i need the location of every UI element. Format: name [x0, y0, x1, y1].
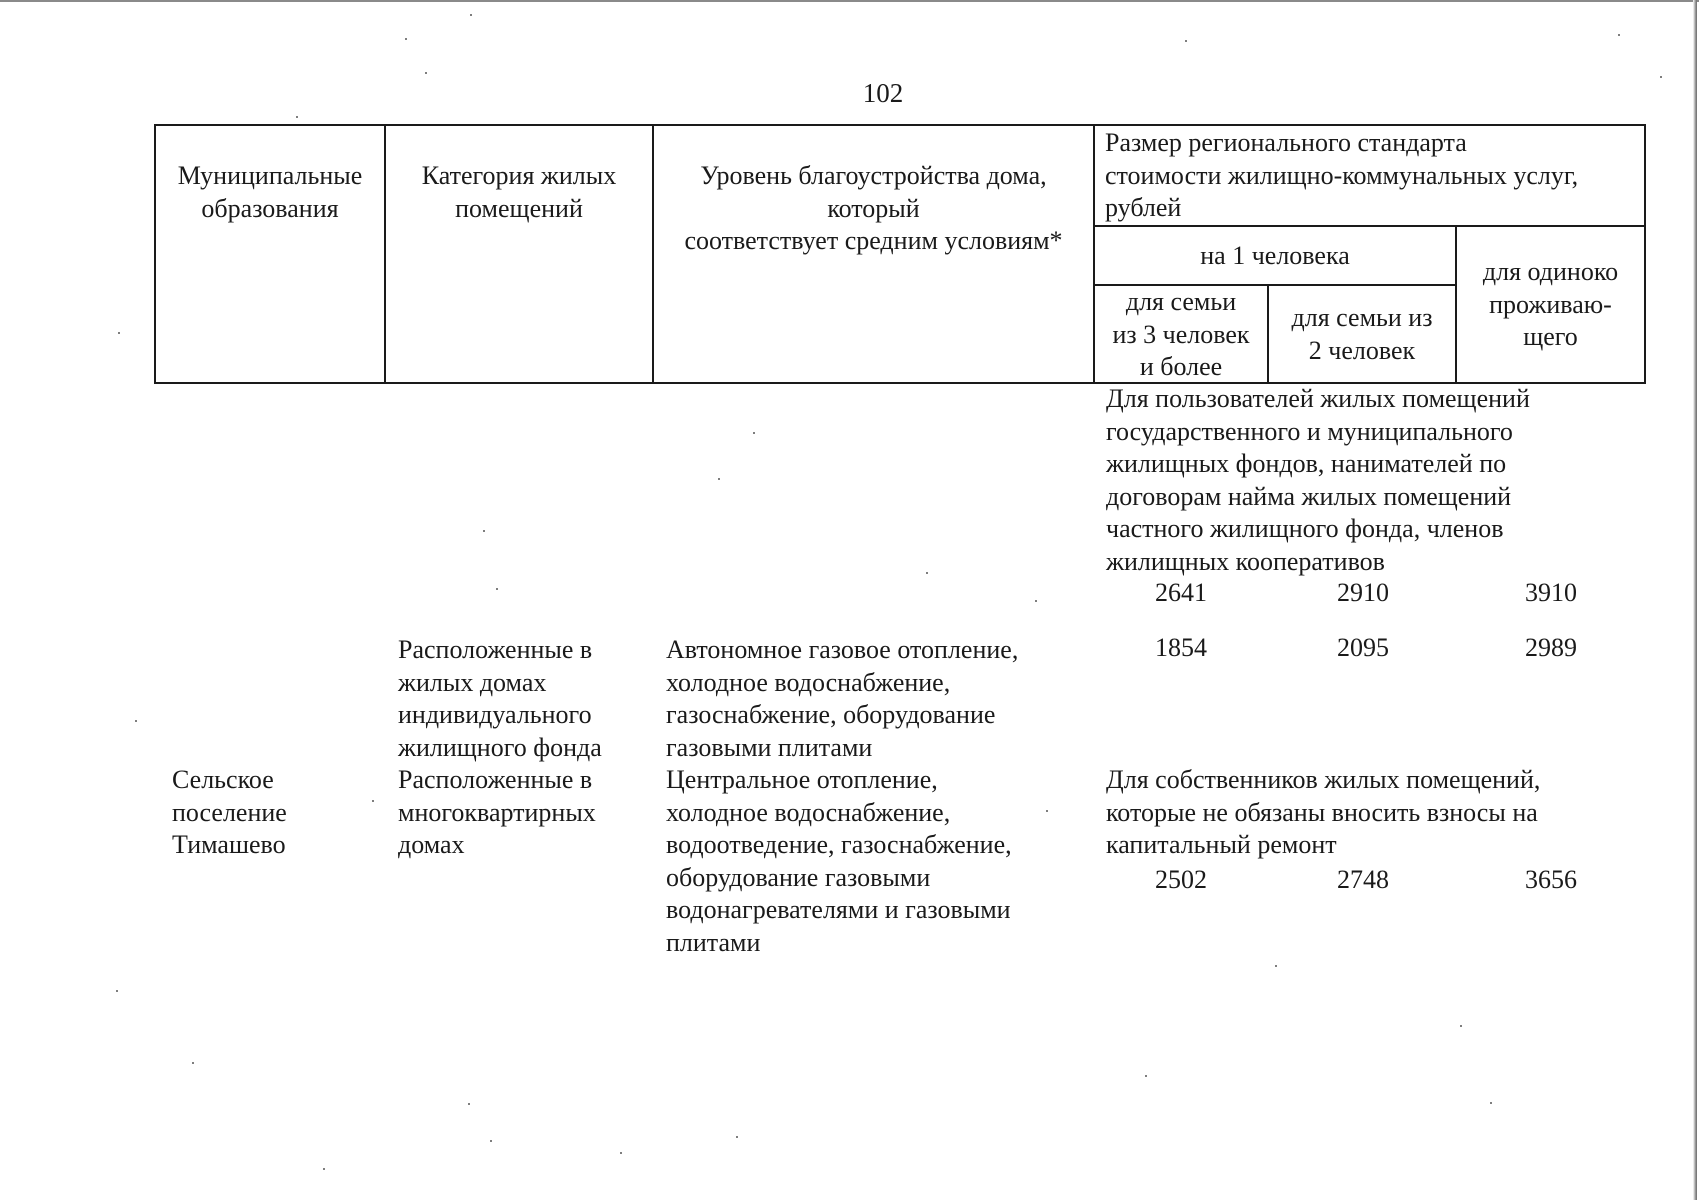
row1-family-3: 2641: [1155, 578, 1207, 607]
row1-family-2: 2910: [1337, 578, 1389, 607]
column-divider-2: [652, 124, 654, 384]
scan-speck: [1035, 600, 1037, 602]
row2-family-2: 2095: [1337, 633, 1389, 662]
row3-family-2: 2748: [1337, 865, 1389, 894]
row1-single: 3910: [1525, 578, 1577, 607]
scan-speck: [1185, 40, 1187, 42]
scan-speck: [490, 1140, 492, 1142]
row2-family-3: 1854: [1155, 633, 1207, 662]
scan-speck: [496, 588, 498, 590]
section-note-users: Для пользователей жилых помещений государственного и муниципального жилищных фондов, нанимателей по договорам найма жилых помещений частного жилищного фонда, членов жилищных кооперативов: [1106, 384, 1530, 576]
scan-speck: [1660, 76, 1662, 78]
scan-speck: [620, 1152, 622, 1154]
row3-level: Центральное отопление, холодное водоснабжение, водоотведение, газоснабжение, оборудование газовыми водонагревателями и газовыми плитами: [666, 765, 1012, 957]
scan-speck: [118, 332, 120, 334]
scan-speck: [1490, 1102, 1492, 1104]
scan-speck: [1145, 1075, 1147, 1077]
page-top-edge: [0, 0, 1699, 2]
header-single: для одиноко проживаю- щего: [1482, 257, 1619, 351]
header-category: Категория жилых помещений: [421, 161, 617, 223]
scan-speck: [1046, 810, 1048, 812]
header-level: Уровень благоустройства дома, который соответствует средним условиям*: [684, 161, 1063, 255]
table-left-border: [154, 124, 156, 384]
scan-speck: [192, 1062, 194, 1064]
header-family-3: для семьи из 3 человек и более: [1112, 287, 1250, 381]
scan-speck: [468, 1103, 470, 1105]
scan-speck: [116, 990, 118, 992]
row2-category: Расположенные в жилых домах индивидуального жилищного фонда: [398, 635, 602, 762]
header-family-2: для семьи из 2 человек: [1291, 303, 1433, 365]
page-right-edge: [1693, 0, 1697, 1200]
scan-speck: [425, 72, 427, 74]
header-municipalities: Муниципальные образования: [177, 161, 363, 223]
scan-speck: [296, 116, 298, 118]
section-note-owners: Для собственников жилых помещений, которые не обязаны вносить взносы на капитальный ремонт: [1106, 765, 1541, 859]
scan-speck: [1460, 1025, 1462, 1027]
scan-speck: [736, 1136, 738, 1138]
row2-level: Автономное газовое отопление, холодное водоснабжение, газоснабжение, оборудование газовыми плитами: [666, 635, 1019, 762]
page-number: 102: [862, 78, 904, 108]
header-standard-size: Размер регионального стандарта стоимости жилищно-коммунальных услуг, рублей: [1105, 128, 1579, 222]
scan-speck: [470, 14, 472, 16]
table-top-border: [154, 124, 1646, 126]
scan-speck: [1618, 34, 1620, 36]
row3-category: Расположенные в многоквартирных домах: [398, 765, 596, 859]
standard-size-divider: [1093, 225, 1646, 227]
column-divider-1: [384, 124, 386, 384]
scan-speck: [135, 720, 137, 722]
scan-speck: [1275, 965, 1277, 967]
row3-municipality: Сельское поселение Тимашево: [172, 765, 287, 859]
scan-speck: [372, 800, 374, 802]
header-per-person: на 1 человека: [1200, 241, 1350, 270]
scan-speck: [753, 432, 755, 434]
row2-single: 2989: [1525, 633, 1577, 662]
scan-speck: [926, 572, 928, 574]
scan-speck: [483, 530, 485, 532]
scan-speck: [323, 1168, 325, 1170]
row3-single: 3656: [1525, 865, 1577, 894]
scan-speck: [718, 478, 720, 480]
scan-speck: [405, 38, 407, 40]
row3-family-3: 2502: [1155, 865, 1207, 894]
